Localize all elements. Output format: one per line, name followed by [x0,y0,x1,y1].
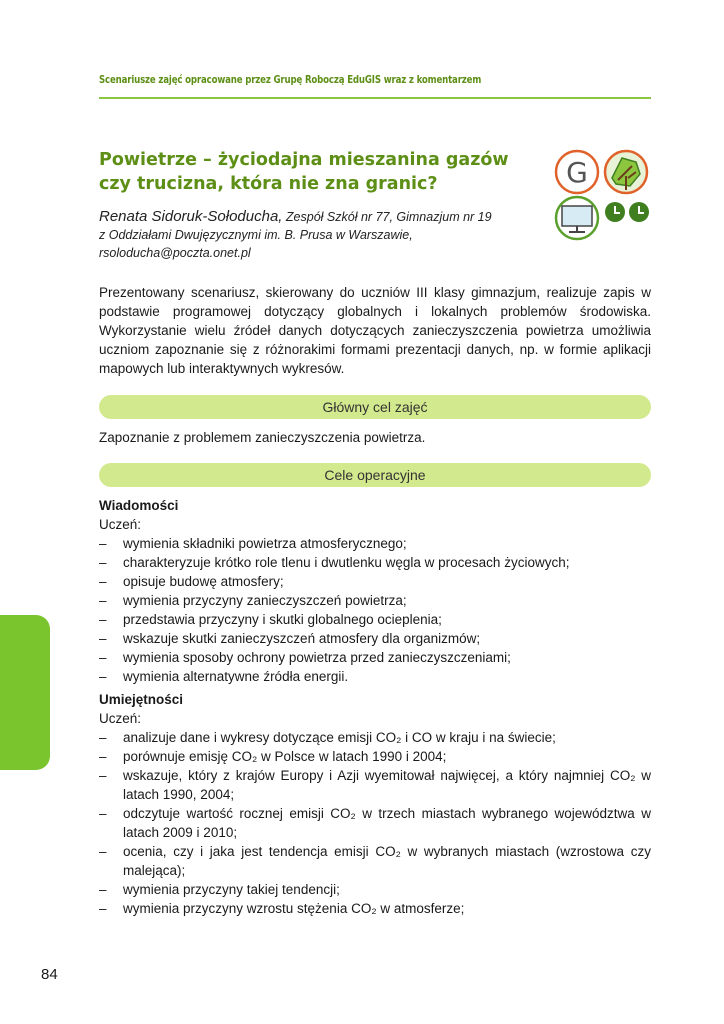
author-block [99,208,529,262]
main-goal-text: Zapoznanie z problemem zanieczyszczenia powietrza. [99,430,426,445]
author-email: rsoloducha@poczta.onet.pl [99,246,251,260]
list-item [99,747,651,766]
list-item [99,534,651,553]
list-item [99,766,651,804]
g-letter: G [566,156,588,189]
dash-bullet: – [99,768,107,783]
list-item [99,610,651,629]
dash-bullet: – [99,806,107,821]
monitor-icon [556,197,598,239]
list-item [99,667,651,686]
author-affiliation-2: z Oddziałami Dwujęzycznymi im. B. Prusa w Warszawie, [99,228,413,242]
list-item [99,880,651,899]
dash-bullet: – [99,574,107,589]
list-item-text: wskazuje skutki zanieczyszczeń atmosfery dla organizmów; [123,631,481,646]
operational-goals-heading: Cele operacyjne [99,463,651,487]
clock-icon-2 [629,202,649,222]
list-item-text: analizuje dane i wykresy dotyczące emisji CO₂ i CO w kraju i na świecie; [123,730,556,745]
list-item-text: ocenia, czy i jaka jest tendencja emisji CO₂ w wybranych miastach (wzrostowa czy malejąca); [123,844,651,878]
running-header: Scenariusze zajęć opracowane przez Grupę Roboczą EduGIS wraz z komentarzem [99,74,482,86]
knowledge-heading: Wiadomości [99,498,179,513]
dash-bullet: – [99,612,107,627]
title-line-1: Powietrze – życiodajna mieszanina gazów [99,150,509,170]
logos-svg [552,148,652,248]
list-item-text: przedstawia przyczyny i skutki globalnego ocieplenia; [123,612,442,627]
page-title [99,148,519,196]
clock-icon-1 [605,202,625,222]
list-item [99,804,651,842]
list-item-text: wymienia przyczyny takiej tendencji; [123,882,340,897]
list-item-text: opisuje budowę atmosfery; [123,574,284,589]
header-rule [99,97,651,99]
list-item [99,728,651,747]
list-item [99,648,651,667]
list-item-text: charakteryzuje krótko role tlenu i dwutlenku węgla w procesach życiowych; [123,555,570,570]
list-item [99,842,651,880]
list-item [99,629,651,648]
list-item [99,899,651,918]
dash-bullet: – [99,730,107,745]
edugis-logos [552,148,652,248]
dash-bullet: – [99,669,107,684]
skills-lead: Uczeń: [99,711,142,726]
dash-bullet: – [99,901,107,916]
main-goal-heading: Główny cel zajęć [99,395,651,419]
dash-bullet: – [99,593,107,608]
skills-heading: Umiejętności [99,692,184,707]
tree-icon [605,151,647,193]
page-number: 84 [41,966,58,983]
list-item-text: odczytuje wartość rocznej emisji CO₂ w trzech miastach wybranego województwa w latach 2009 i 2010; [123,806,651,840]
list-item-text: wymienia przyczyny wzrostu stężenia CO₂ w atmosferze; [123,901,465,916]
title-line-2: czy trucizna, która nie zna granic? [99,174,438,194]
g-circle-icon [556,151,598,193]
dash-bullet: – [99,650,107,665]
dash-bullet: – [99,882,107,897]
list-item [99,591,651,610]
author-line-1 [99,208,529,226]
skills-list [99,728,651,918]
list-item-text: porównuje emisję CO₂ w Polsce w latach 1990 i 2004; [123,749,447,764]
list-item-text: wymienia alternatywne źródła energii. [123,669,349,684]
side-tab [0,615,50,770]
list-item [99,553,651,572]
list-item-text: wymienia przyczyny zanieczyszczeń powietrza; [123,593,407,608]
knowledge-lead: Uczeń: [99,517,142,532]
intro-paragraph: Prezentowany scenariusz, skierowany do uczniów III klasy gimnazjum, realizuje zapis w podstawie programowej dotyczący globalnych i lokalnych problemów środowiska. Wykorzystanie wielu źródeł danych dotyczących zanieczyszczenia powietrza umożliwia uczniom zapoznanie się z różnorakimi formami prezentacji danych, np. w formie aplikacji mapowych lub interaktywnych wykresów. [99,285,651,376]
dash-bullet: – [99,844,107,859]
dash-bullet: – [99,631,107,646]
dash-bullet: – [99,749,107,764]
list-item-text: wymienia sposoby ochrony powietrza przed zanieczyszczeniami; [123,650,511,665]
dash-bullet: – [99,555,107,570]
author-affiliation-1: Zespół Szkół nr 77, Gimnazjum nr 19 [282,210,492,224]
dash-bullet: – [99,536,107,551]
author-name: Renata Sidoruk-Sołoducha, [99,208,283,225]
list-item [99,572,651,591]
list-item-text: wskazuje, który z krajów Europy i Azji wyemitował najwięcej, a który najmniej CO₂ w latach 1990, 2004; [123,768,651,802]
list-item-text: wymienia składniki powietrza atmosferycznego; [123,536,407,551]
knowledge-list [99,534,651,686]
